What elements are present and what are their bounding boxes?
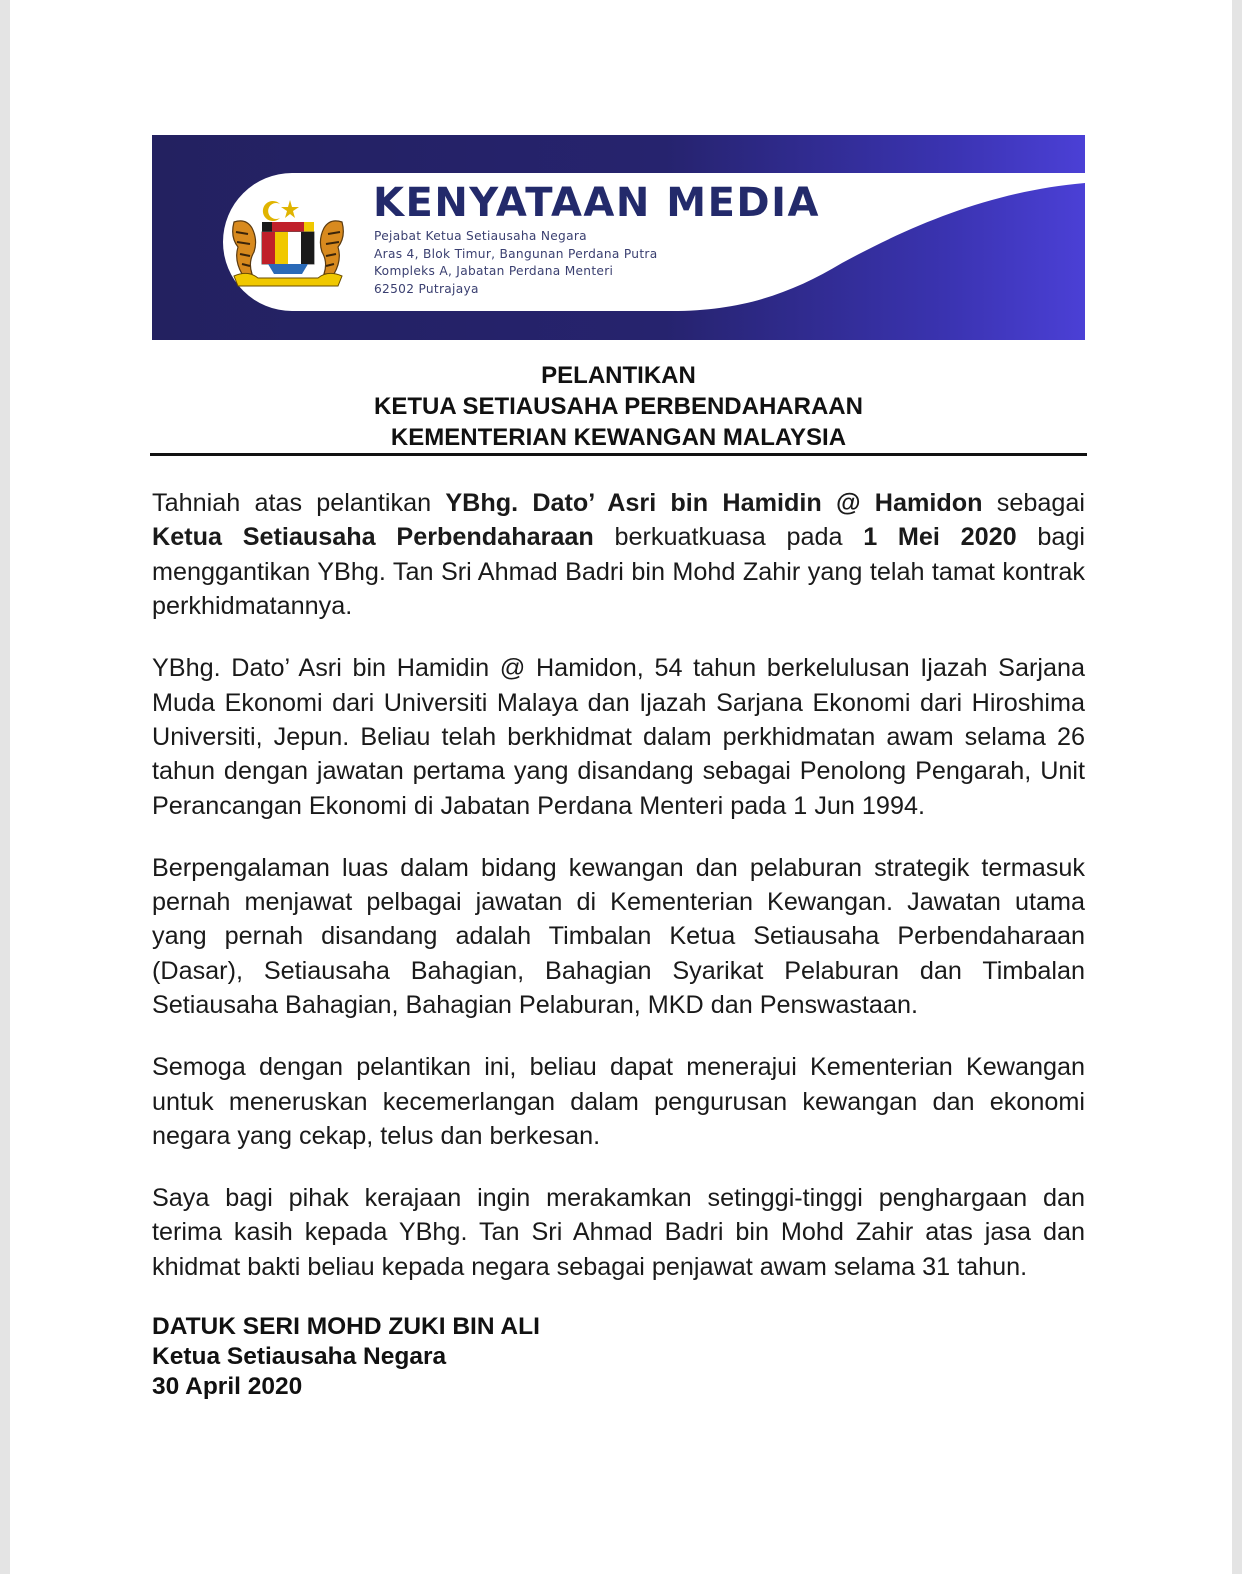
text-run: Tahniah atas pelantikan <box>152 489 446 517</box>
effective-date: 1 Mei 2020 <box>863 523 1017 552</box>
banner-address <box>374 228 658 298</box>
paragraph-background: YBhg. Dato’ Asri bin Hamidin @ Hamidon, 54 tahun berkelulusan Ijazah Sarjana Muda Ekonomi dari Universiti Malaya dan Ijazah Sarjana Ekonomi dari Hiroshima Universiti, Jepun. Beliau telah berkhidmat dalam perkhidmatan awam selama 26 tahun dengan jawatan pertama yang disandang sebagai Penolong Pengarah, Unit Perancangan Ekonomi di Jabatan Perdana Menteri pada 1 Jun 1994. <box>152 654 1085 820</box>
signatory-title: Ketua Setiausaha Negara <box>152 1343 447 1370</box>
headline-line: PELANTIKAN <box>541 362 696 389</box>
position-title: Ketua Setiausaha Perbendaharaan <box>152 523 594 552</box>
appointee-name: YBhg. Dato’ Asri bin Hamidin @ Hamidon <box>445 489 983 517</box>
text-run: berkuatkuasa pada <box>593 523 864 552</box>
paragraph-experience: Berpengalaman luas dalam bidang kewangan dan pelaburan strategik termasuk pernah menjawat pelbagai jawatan di Kementerian Kewangan. Jawatan utama yang pernah disandang adalah Timbalan Ketua Setiausaha Perbendaharaan (Dasar), Setiausaha Bahagian, Bahagian Syarikat Pelaburan dan Timbalan Setiausaha Bahagian, Bahagian Pelaburan, MKD dan Penswastaan. <box>152 853 1085 1020</box>
statement-date: 30 April 2020 <box>152 1373 303 1400</box>
headline-line: KEMENTERIAN KEWANGAN MALAYSIA <box>390 424 847 451</box>
address-line: Pejabat Ketua Setiausaha Negara <box>374 229 587 243</box>
statement-headline <box>150 360 1087 453</box>
signature-block <box>152 1312 540 1402</box>
signatory-name: DATUK SERI MOHD ZUKI BIN ALI <box>152 1313 540 1340</box>
text-run: sebagai <box>982 489 1085 517</box>
malaysia-coat-of-arms-logo <box>228 192 348 292</box>
paragraph-appointment <box>152 486 1085 624</box>
paragraph-appreciation: Saya bagi pihak kerajaan ingin merakamkan setinggi-tinggi penghargaan dan terima kasih kepada YBhg. Tan Sri Ahmad Badri bin Mohd Zahir atas jasa dan khidmat bakti beliau kepada negara sebagai penjawat awam selama 31 tahun. <box>152 1183 1085 1281</box>
address-line: 62502 Putrajaya <box>374 281 479 296</box>
address-line: Aras 4, Blok Timur, Bangunan Perdana Putra <box>374 246 658 261</box>
headline-line: KETUA SETIAUSAHA PERBENDAHARAAN <box>374 393 863 420</box>
address-line: Kompleks A, Jabatan Perdana Menteri <box>374 264 614 278</box>
text-run: bagi menggantikan YBhg. Tan Sri Ahmad Badri bin Mohd Zahir yang telah tamat kontrak perkhidmatannya. <box>152 523 1086 621</box>
paragraph-wishes: Semoga dengan pelantikan ini, beliau dapat menerajui Kementerian Kewangan untuk meneruskan kecemerlangan dalam pengurusan kewangan dan ekonomi negara yang cekap, telus dan berkesan. <box>152 1053 1085 1150</box>
headline-divider <box>150 453 1087 456</box>
statement-body <box>152 486 1085 1312</box>
banner-title: KENYATAAN MEDIA <box>373 180 820 226</box>
